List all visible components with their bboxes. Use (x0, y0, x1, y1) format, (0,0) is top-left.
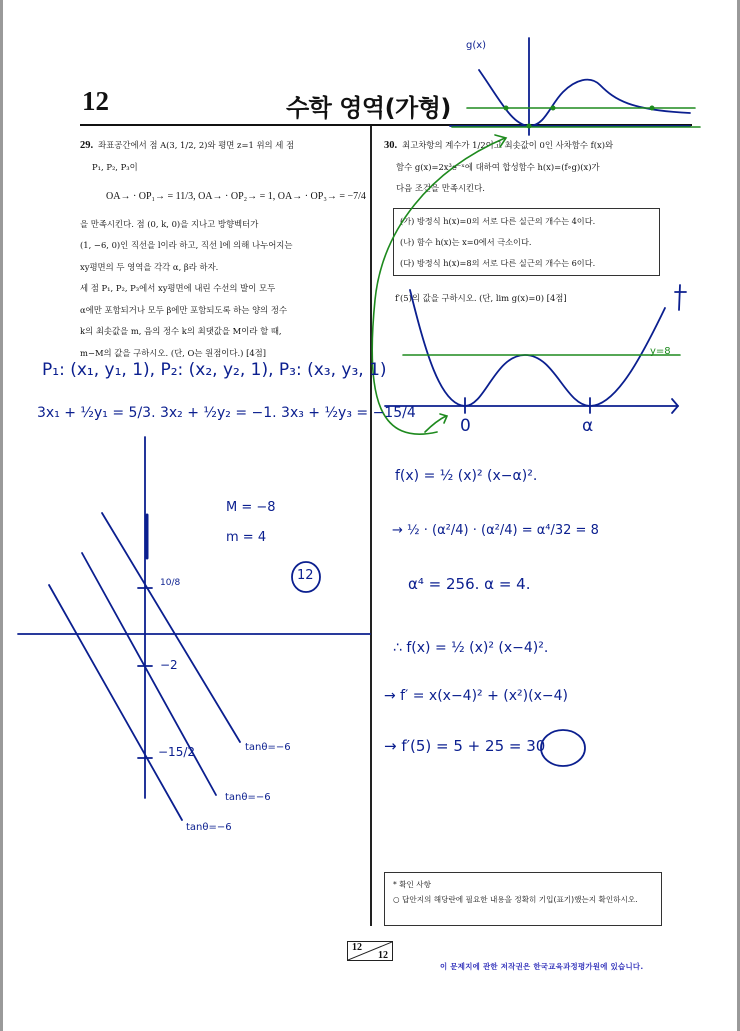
confirm-text: ○ 답안지의 해당란에 필요한 내용을 정확히 기입(표기)했는지 확인하시오. (393, 895, 638, 904)
hw-work-line: → f′(5) = 5 + 25 = 30 (384, 737, 546, 755)
hw-work-line: → f′ = x(x−4)² + (x²)(x−4) (384, 688, 568, 704)
page-current: 12 (352, 942, 362, 953)
question-text: P₁, P₂, P₃이 (92, 161, 138, 172)
question-text: 세 점 P₁, P₂, P₃에서 xy평면에 내린 수선의 발이 모두 (80, 283, 276, 293)
subject-title: 수학 영역(가형) (286, 94, 451, 122)
hw-line-label: tanθ=−6 (225, 792, 271, 803)
question-text: (1, −6, 0)인 직선을 l이라 하고, 직선 l에 의해 나누어지는 (80, 240, 293, 250)
copyright-notice: 이 문제지에 관한 저작권은 한국교육과정평가원에 있습니다. (440, 962, 644, 971)
hw-m-value: m = 4 (226, 530, 267, 545)
condition-da: (다) 방정식 h(x)=8의 서로 다른 실근의 개수는 6이다. (400, 258, 596, 268)
hw-g-label: g(x) (466, 40, 487, 51)
hw-M-value: M = −8 (226, 500, 276, 515)
question-text: m−M의 값을 구하시오. (단, O는 원점이다.) [4점] (80, 347, 267, 358)
question-number: 29. (80, 140, 94, 151)
condition-na: (나) 함수 h(x)는 x=0에서 극소이다. (400, 237, 532, 247)
hw-line-label: tanθ=−6 (245, 742, 291, 753)
page-total: 12 (378, 950, 388, 961)
confirm-box (384, 872, 662, 926)
condition-ga: (가) 방정식 h(x)=0의 서로 다른 실근의 개수는 4이다. (400, 216, 596, 226)
hw-x-label-alpha: α (582, 416, 594, 436)
question-text: 좌표공간에서 점 A(3, 1/2, 2)와 평면 z=1 위의 세 점 (98, 140, 295, 150)
hw-tick-label: −15/2 (158, 745, 196, 759)
question-text: α에만 포함되거나 모두 β에만 포함되도록 하는 양의 정수 (80, 304, 288, 315)
question-text: k의 최솟값을 m, 음의 정수 k의 최댓값을 M이라 할 때, (80, 326, 282, 336)
page-indicator (347, 941, 393, 961)
question-text: 함수 g(x)=2x³e⁻ˣ에 대하여 합성함수 h(x)=(f∘g)(x)가 (396, 161, 600, 172)
hw-x-label-zero: 0 (460, 416, 471, 436)
hw-tick-label: −2 (160, 658, 178, 672)
hw-tick-label: 10/8 (160, 578, 181, 588)
hw-points: P₁: (x₁, y₁, 1), P₂: (x₂, y₂, 1), P₃: (x₃, y₃, 1) (42, 360, 387, 380)
hw-work-line: ∴ f(x) = ½ (x)² (x−4)². (393, 640, 549, 656)
question-text: 최고차항의 계수가 1/2이고 최솟값이 0인 사차함수 f(x)와 (402, 140, 614, 150)
question-number: 30. (384, 140, 398, 151)
hw-dot-equations: 3x₁ + ½y₁ = 5/3. 3x₂ + ½y₂ = −1. 3x₃ + ½y₃ = −15/4 (37, 405, 416, 421)
confirm-title: * 확인 사항 (393, 880, 431, 889)
page-number: 12 (82, 86, 109, 116)
question-text: 을 만족시킨다. 점 (0, k, 0)을 지나고 방향벡터가 (80, 218, 259, 229)
question-text: 다음 조건을 만족시킨다. (396, 183, 485, 193)
hw-work-line: → ½ · (α²/4) · (α²/4) = α⁴/32 = 8 (392, 523, 599, 538)
hw-line-label: tanθ=−6 (186, 822, 232, 833)
hw-q29-answer: 12 (297, 568, 314, 583)
hw-y8-label: y=8 (650, 346, 671, 357)
hw-work-line: α⁴ = 256. α = 4. (408, 575, 531, 593)
ask-text: f′(5)의 값을 구하시오. (단, lim g(x)=0) [4점] (395, 293, 567, 303)
question-equation: OA→ · OP₁→ = 11/3, OA→ · OP₂→ = 1, OA→ · OP₃→ = −7/4 (106, 191, 366, 202)
line-k3 (49, 585, 182, 820)
hw-work-line: f(x) = ½ (x)² (x−α)². (395, 468, 538, 484)
question-text: xy평면의 두 영역을 각각 α, β라 하자. (80, 261, 219, 272)
